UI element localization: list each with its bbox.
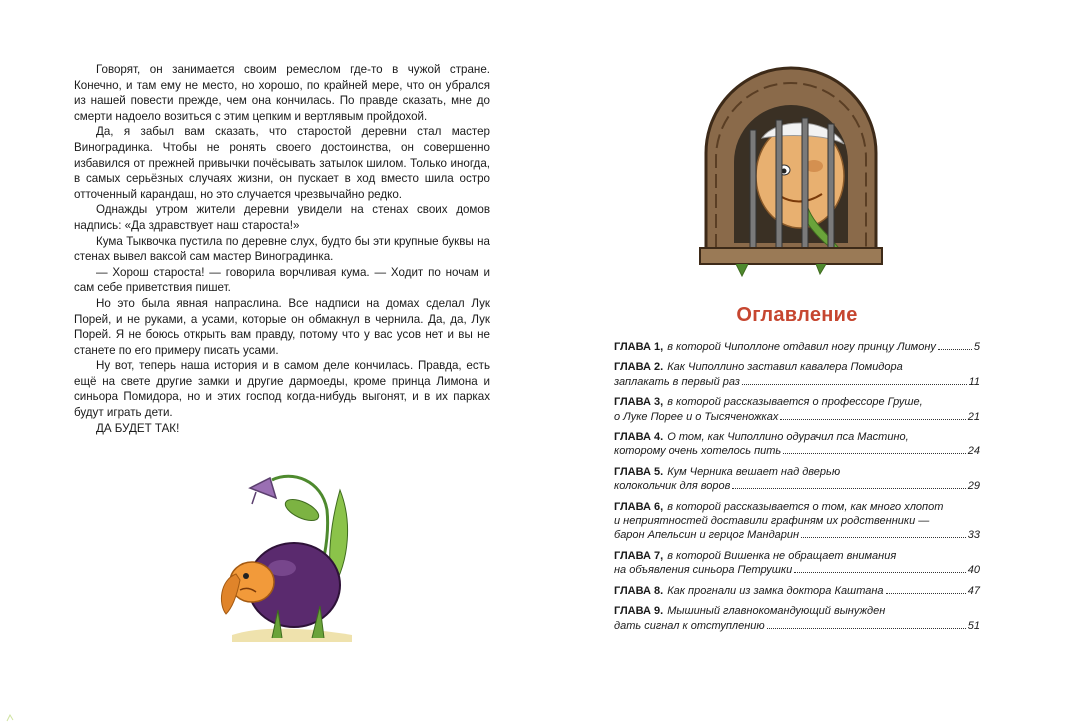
toc-line [614, 444, 980, 458]
toc-chapter-title: Как прогнали из замка доктора Каштана [667, 584, 884, 597]
toc-entry[interactable] [614, 500, 980, 543]
toc-line [614, 430, 980, 444]
toc-line [614, 340, 980, 354]
toc-chapter-title: на объявления синьора Петрушки [614, 564, 793, 577]
toc-chapter-label: ГЛАВА 7, [614, 549, 664, 562]
toc-chapter-label: ГЛАВА 2. [614, 361, 664, 374]
toc-chapter-label: ГЛАВА 8. [614, 584, 664, 597]
toc-line [614, 375, 980, 389]
toc-dot-leader [780, 419, 965, 420]
toc-chapter-title: Как Чиполлино заставил кавалера Помидора [667, 361, 903, 374]
toc-page-number: 40 [967, 564, 980, 577]
toc-line [614, 604, 980, 618]
toc-entry[interactable] [614, 549, 980, 578]
table-of-contents [614, 340, 980, 639]
paragraph: — Хорош староста! — говорила ворчливая кума. — Ходит по ночам и сам себе приветствия пишет. [74, 265, 490, 295]
toc-chapter-label: ГЛАВА 4. [614, 431, 664, 444]
toc-line [614, 395, 980, 409]
paragraph: Однажды утром жители деревни увидели на стенах своих домов надпись: «Да здравствует наш староста!» [74, 203, 490, 232]
toc-page-number: 33 [967, 529, 980, 542]
toc-entry[interactable] [614, 604, 980, 633]
toc-chapter-title: барон Апельсин и герцог Мандарин [614, 529, 800, 542]
toc-line [614, 549, 980, 563]
paragraph: Но это была явная напраслина. Все надписи на домах сделал Лук Порей, и не руками, а усами, которые он обмакнул в чернила. Да, да, Лук Порей. Я не боюсь открыть вам правду, потому что у вас усов нет и вы не станете по его примеру писать усами. [74, 296, 490, 357]
toc-dot-leader [801, 537, 966, 538]
toc-chapter-title: колокольчик для воров [614, 480, 731, 493]
toc-page-number: 29 [967, 480, 980, 493]
toc-dot-leader [938, 349, 972, 350]
toc-entry[interactable] [614, 584, 980, 598]
toc-page-number: 24 [967, 445, 980, 458]
toc-entry[interactable] [614, 395, 980, 424]
toc-line [614, 479, 980, 493]
sad-character-illustration [212, 470, 362, 645]
toc-line [614, 528, 980, 542]
toc-dot-leader [886, 593, 966, 594]
toc-chapter-title: в которой рассказывается о том, как много хлопот [667, 500, 944, 513]
toc-chapter-title: в которой Чиполлоне отдавил ногу принцу Лимону [667, 341, 936, 353]
ending-line: ДА БУДЕТ ТАК! [96, 421, 180, 435]
toc-chapter-title: и неприятностей доставили графиням их родственники — [614, 515, 930, 528]
toc-chapter-label: ГЛАВА 5. [614, 465, 664, 478]
toc-chapter-title: Кум Черника вешает над дверью [667, 465, 841, 478]
toc-chapter-label: ГЛАВА 6, [614, 500, 664, 513]
toc-line [614, 500, 980, 514]
toc-chapter-label: ГЛАВА 9. [614, 605, 664, 618]
toc-page-number: 5 [973, 341, 980, 353]
toc-chapter-title: Мышиный главнокомандующий вынужден [667, 605, 886, 618]
toc-page-number: 47 [967, 584, 980, 597]
paragraph: Ну вот, теперь наша история и в самом деле кончилась. Правда, есть ещё на свете другие замки и другие дармоеды, кроме принца Лимона и синьора Помидора, но и этих господ когда-нибудь выгонят, и в их парках будут играть дети. [74, 359, 490, 420]
toc-line [614, 563, 980, 577]
toc-chapter-title: дать сигнал к отступлению [614, 619, 765, 632]
toc-line [614, 584, 980, 598]
toc-page-number: 51 [967, 619, 980, 632]
toc-chapter-title: в которой Вишенка не обращает внимания [667, 549, 897, 562]
toc-chapter-title: заплакать в первый раз [614, 375, 740, 388]
toc-chapter-title: в которой рассказывается о профессоре Груше, [667, 396, 923, 409]
toc-page-number: 11 [968, 375, 980, 388]
toc-chapter-label: ГЛАВА 3, [614, 396, 664, 409]
toc-dot-leader [732, 488, 965, 489]
toc-chapter-title: о Луке Порее и о Тысяченожках [614, 410, 779, 423]
corner-mark-icon [6, 712, 16, 722]
toc-dot-leader [783, 453, 966, 454]
paragraph: Кума Тыквочка пустила по деревне слух, будто бы эти крупные буквы на стенах вывел ваксой сам мастер Виноградинка. [74, 234, 490, 264]
toc-line [614, 514, 980, 528]
toc-title: Оглавление [736, 304, 858, 326]
paragraph: Говорят, он занимается своим ремеслом где-то в чужой стране. Конечно, и там ему не место, но хорошо, по крайней мере, что он убрался из нашей повести прежде, чем она кончилась. По правде сказать, мне до смерти надоело возиться с этим цепким и вертлявым пройдохой. [74, 63, 490, 123]
toc-entry[interactable] [614, 430, 980, 459]
toc-line [614, 360, 980, 374]
toc-entry[interactable] [614, 340, 980, 354]
toc-dot-leader [794, 572, 966, 573]
toc-chapter-label: ГЛАВА 1, [614, 341, 664, 353]
toc-page-number: 21 [967, 410, 980, 423]
left-page-text [74, 62, 490, 436]
toc-chapter-title: которому очень хотелось пить [614, 445, 782, 458]
toc-line [614, 465, 980, 479]
toc-line [614, 410, 980, 424]
toc-dot-leader [742, 384, 967, 385]
toc-line [614, 619, 980, 633]
toc-entry[interactable] [614, 465, 980, 494]
toc-dot-leader [767, 628, 966, 629]
toc-chapter-title: О том, как Чиполлино одурачил пса Мастино, [667, 431, 909, 444]
cage-window-illustration [696, 58, 886, 278]
toc-entry[interactable] [614, 360, 980, 389]
paragraph: Да, я забыл вам сказать, что старостой деревни стал мастер Виноградинка. Чтобы не ронять своего достоинства, он совершенно избавился от прежней привычки почёсывать затылок шилом. Только иногда, в самых серьёзных случаях жизни, он пускает в ход вместо шила остро отточенный карандаш, но это случается чрезвычайно редко. [74, 125, 490, 201]
